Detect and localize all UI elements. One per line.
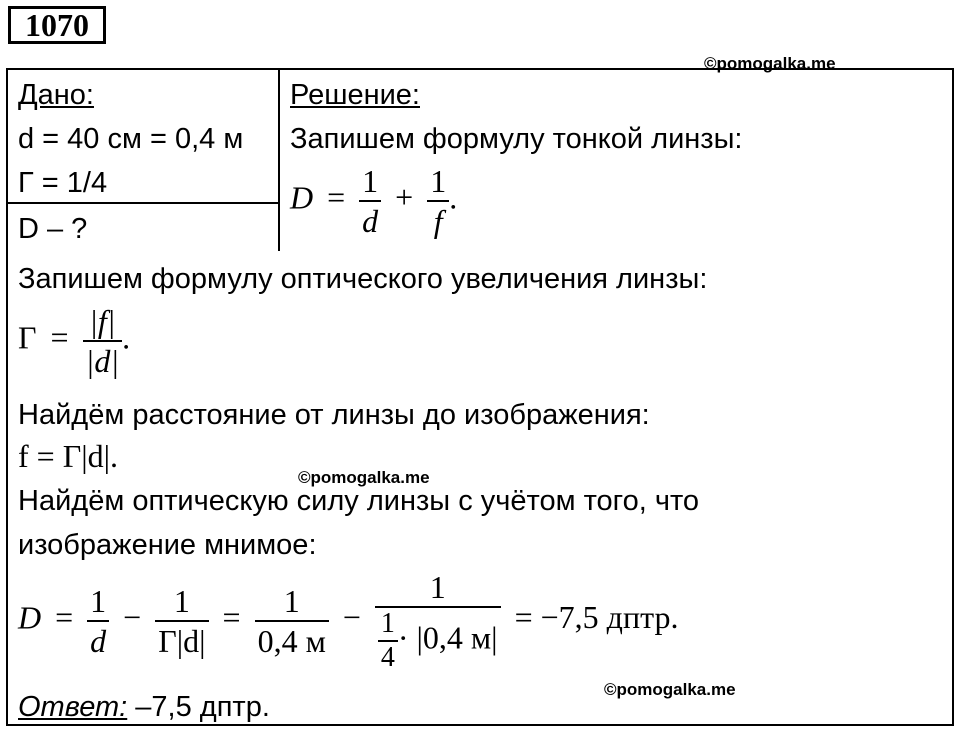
final-eq-2: = — [222, 599, 241, 636]
lens-frac-2 — [427, 162, 449, 240]
final-den-2: Γ|d| — [155, 620, 208, 660]
solution-step-4: Найдём оптическую силу линзы с учётом того, что — [18, 485, 700, 517]
final-num-4: 1 — [429, 569, 446, 605]
solution-step-1: Запишем формулу тонкой линзы: — [290, 123, 743, 155]
distance-formula: f = Γ|d|. — [18, 438, 119, 474]
answer-label: Ответ: — [18, 691, 128, 723]
lens-num-1: 1 — [362, 163, 379, 199]
lens-lhs: D — [290, 179, 314, 216]
lens-num-2: 1 — [430, 163, 447, 199]
final-minus: − — [123, 599, 142, 636]
answer-line — [18, 690, 270, 724]
final-num-2: 1 — [173, 583, 190, 619]
watermark-bottom: ©pomogalka.me — [604, 680, 736, 699]
final-frac-3 — [255, 582, 329, 660]
final-den-4 — [375, 606, 501, 674]
final-formula — [18, 568, 684, 674]
final-result: = −7,5 дптр. — [514, 599, 679, 636]
final-frac-4 — [375, 568, 501, 674]
lens-end: . — [449, 179, 458, 216]
final-eq: = — [55, 599, 74, 636]
given-title: Дано: — [18, 79, 94, 111]
final-num-3: 1 — [283, 583, 300, 619]
final-frac-1 — [87, 582, 109, 660]
final-den-4-rest: · |0,4 м| — [397, 619, 498, 656]
watermark-middle: ©pomogalka.me — [298, 468, 430, 487]
final-den-4-frac — [378, 608, 398, 674]
final-den-4-num: 1 — [380, 608, 395, 639]
mag-den: |d| — [83, 340, 123, 380]
lens-eq: = — [327, 179, 346, 216]
lens-den-1: d — [359, 200, 381, 240]
final-minus-2: − — [342, 599, 361, 636]
solution-step-2: Запишем формулу оптического увеличения линзы: — [18, 263, 708, 295]
watermark: ©pomogalka.me — [704, 54, 836, 73]
given-divider-horizontal — [6, 202, 280, 204]
lens-frac-1 — [359, 162, 381, 240]
final-frac-2 — [155, 582, 208, 660]
final-den-4-den: 4 — [378, 640, 398, 674]
mag-lhs: Γ — [18, 319, 37, 356]
final-lhs: D — [18, 599, 42, 636]
given-line-1: d = 40 см = 0,4 м — [18, 123, 244, 155]
given-line-2: Г = 1/4 — [18, 167, 108, 199]
problem-number: 1070 — [8, 6, 106, 44]
answer-value: –7,5 дптр. — [127, 691, 270, 723]
mag-num: |f| — [89, 303, 116, 339]
lens-den-2: f — [427, 200, 449, 240]
given-divider-vertical — [278, 68, 280, 251]
solution-title: Решение: — [290, 79, 420, 111]
final-den-1: d — [87, 620, 109, 660]
magnification-formula — [18, 302, 130, 380]
solution-step-4b: изображение мнимое: — [18, 529, 317, 561]
solution-step-3: Найдём расстояние от линзы до изображения: — [18, 399, 650, 431]
given-find: D – ? — [18, 213, 88, 245]
final-num-1: 1 — [90, 583, 107, 619]
mag-end: . — [122, 319, 131, 356]
mag-frac — [83, 302, 123, 380]
thin-lens-formula — [290, 162, 457, 240]
lens-plus: + — [395, 179, 414, 216]
final-den-3: 0,4 м — [255, 620, 329, 660]
mag-eq: = — [50, 319, 69, 356]
